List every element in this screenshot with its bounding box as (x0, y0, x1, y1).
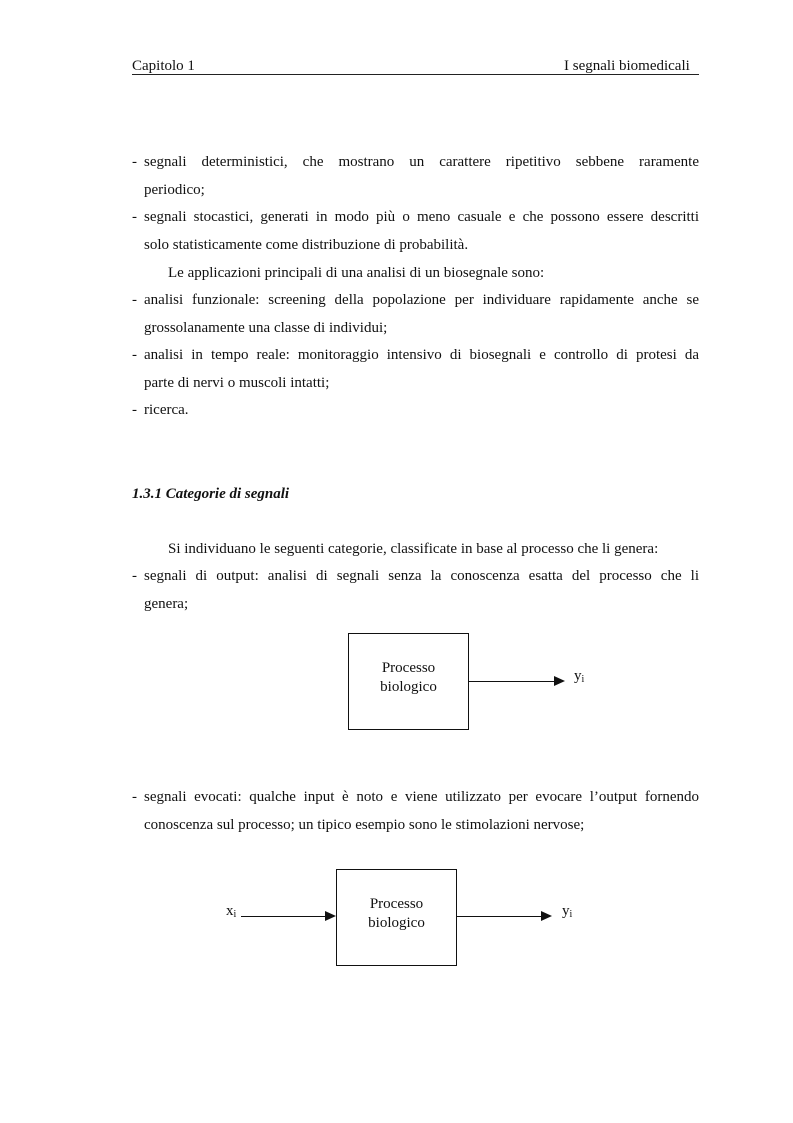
list-dash: - (132, 568, 137, 584)
section-heading: 1.3.1 Categorie di segnali (132, 486, 290, 502)
output-signal-label: $y_i$ (574, 668, 585, 685)
input-arrow (241, 916, 334, 917)
output-arrow (469, 681, 563, 682)
section-intro: Si individuano le seguenti categorie, classificate in base al processo che li genera: (168, 541, 659, 557)
input-signal-label: $x_i$ (226, 903, 237, 920)
process-box-label-line2: biologico (368, 915, 425, 931)
list-item-evoked-signals: segnali evocati: qualche input è noto e viene utilizzato per evocare l’output fornendo (144, 789, 699, 805)
list-item-output-signals: segnali di output: analisi di segnali senza la conoscenza esatta del processo che li (144, 568, 699, 584)
process-box (348, 633, 469, 730)
list-dash: - (132, 209, 137, 225)
list-item-realtime: analisi in tempo reale: monitoraggio intensivo di biosegnali e controllo di protesi da (144, 347, 699, 363)
header-rule (132, 74, 699, 75)
output-signal-label: $y_i$ (562, 903, 573, 920)
header-chapter: Capitolo 1 (132, 58, 195, 74)
list-item-deterministic-cont: periodico; (144, 182, 205, 198)
list-item-realtime-cont: parte di nervi o muscoli intatti; (144, 375, 330, 391)
list-item-stochastic: segnali stocastici, generati in modo più o meno casuale e che possono essere descritti (144, 209, 699, 225)
header-title: I segnali biomedicali (564, 58, 690, 74)
list-item-evoked-signals-cont: conoscenza sul processo; un tipico esempio sono le stimolazioni nervose; (144, 817, 585, 833)
list-item-functional: analisi funzionale: screening della popolazione per individuare rapidamente anche se (144, 292, 699, 308)
list-item-output-signals-cont: genera; (144, 596, 189, 612)
process-box-label-line2: biologico (380, 679, 437, 695)
process-box (336, 869, 457, 966)
list-dash: - (132, 789, 137, 805)
list-dash: - (132, 154, 137, 170)
list-item-deterministic: segnali deterministici, che mostrano un carattere ripetitivo sebbene raramente (144, 154, 699, 170)
list-item-stochastic-cont: solo statisticamente come distribuzione di probabilità. (144, 237, 469, 253)
list-item-research: ricerca. (144, 402, 189, 418)
process-box-label-line1: Processo (369, 896, 424, 912)
applications-intro: Le applicazioni principali di una analisi di un biosegnale sono: (168, 265, 545, 281)
list-dash: - (132, 292, 137, 308)
list-item-functional-cont: grossolanamente una classe di individui; (144, 320, 388, 336)
list-dash: - (132, 347, 137, 363)
output-arrow (457, 916, 550, 917)
list-dash: - (132, 402, 137, 418)
process-box-label-line1: Processo (381, 660, 436, 676)
